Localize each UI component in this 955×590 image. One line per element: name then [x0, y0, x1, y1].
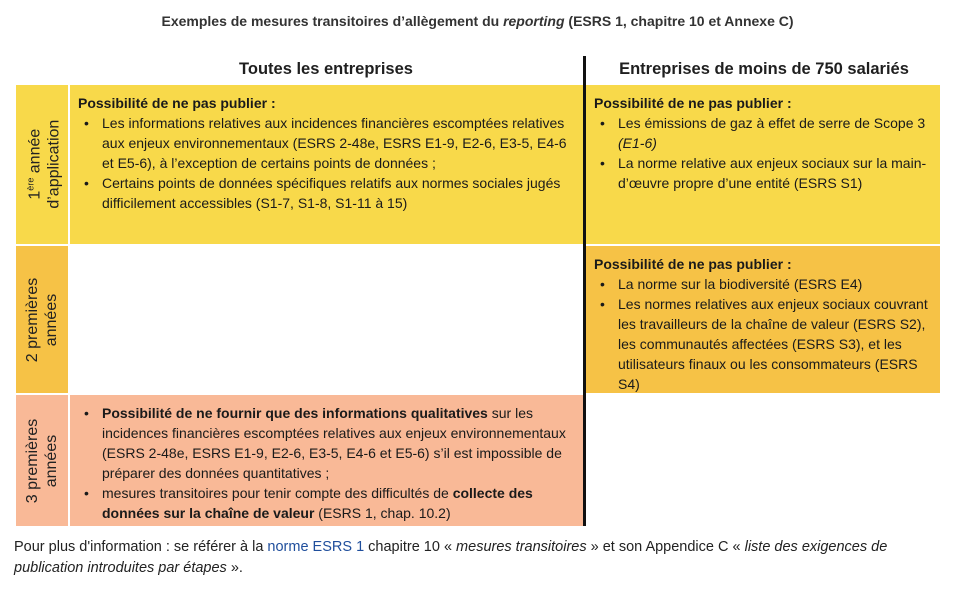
cell-first-year-small-companies [586, 85, 940, 244]
list-item: • Les normes relatives aux enjeux sociaux couvrant les travailleurs de la chaîne de valeur (ESRS S2), les communautés affectées (ESRS S3), et les utilisateurs finaux ou les consommateurs (ESRS S4) [594, 294, 932, 394]
list-item: • Les informations relatives aux incidences financières escomptées relatives aux enjeux environnementaux (ESRS 2-48e, ESRS E1-9, E2-6, E3-5, E4-6 et E5-6), à l’exception de certains points de données ; [78, 113, 575, 173]
row-label-first-year: 1ère année d’application [16, 85, 68, 244]
row-label-three-years: 3 premières années [16, 395, 68, 526]
row-label-two-years: 2 premières années [16, 246, 68, 393]
column-divider [583, 56, 586, 526]
column-header-small-companies: Entreprises de moins de 750 salariés [619, 60, 909, 78]
cell-header: Possibilité de ne pas publier : [594, 95, 792, 111]
list-item: • Possibilité de ne fournir que des informations qualitatives sur les incidences financières escomptées relatives aux enjeux environnementaux (ESRS 2-48e, ESRS E1-9, E2-6, E3-5, E4-6 et E5-6) s’il est impossible de préparer des données quantitatives ; [78, 403, 575, 483]
cell-header: Possibilité de ne pas publier : [594, 256, 792, 272]
esrs1-link[interactable]: norme ESRS 1 [267, 539, 365, 555]
list-item: • La norme sur la biodiversité (ESRS E4) [594, 274, 932, 294]
figure-title: Exemples de mesures transitoires d’allègement du reporting (ESRS 1, chapitre 10 et Annexe C) [161, 13, 794, 29]
cell-three-years-all-companies [70, 395, 583, 526]
list-item: • mesures transitoires pour tenir compte des difficultés de collecte des données sur la chaîne de valeur (ESRS 1, chap. 10.2) [78, 483, 575, 523]
cell-first-year-all-companies [70, 85, 583, 244]
cell-two-years-small-companies [586, 246, 940, 393]
list-item: • Les émissions de gaz à effet de serre de Scope 3 (E1-6) [594, 113, 932, 153]
cell-header: Possibilité de ne pas publier : [78, 95, 276, 111]
column-header-all-companies: Toutes les entreprises [239, 60, 413, 78]
list-item: • La norme relative aux enjeux sociaux sur la main-d’œuvre propre d’une entité (ESRS S1) [594, 153, 932, 193]
list-item: • Certains points de données spécifiques relatifs aux normes sociales jugés difficilement accessibles (S1-7, S1-8, S1-11 à 15) [78, 173, 575, 213]
footer-note: Pour plus d'information : se référer à la norme ESRS 1 chapitre 10 « mesures transitoires » et son Appendice C « liste des exigences de publication introduites par étapes ». [14, 539, 888, 576]
